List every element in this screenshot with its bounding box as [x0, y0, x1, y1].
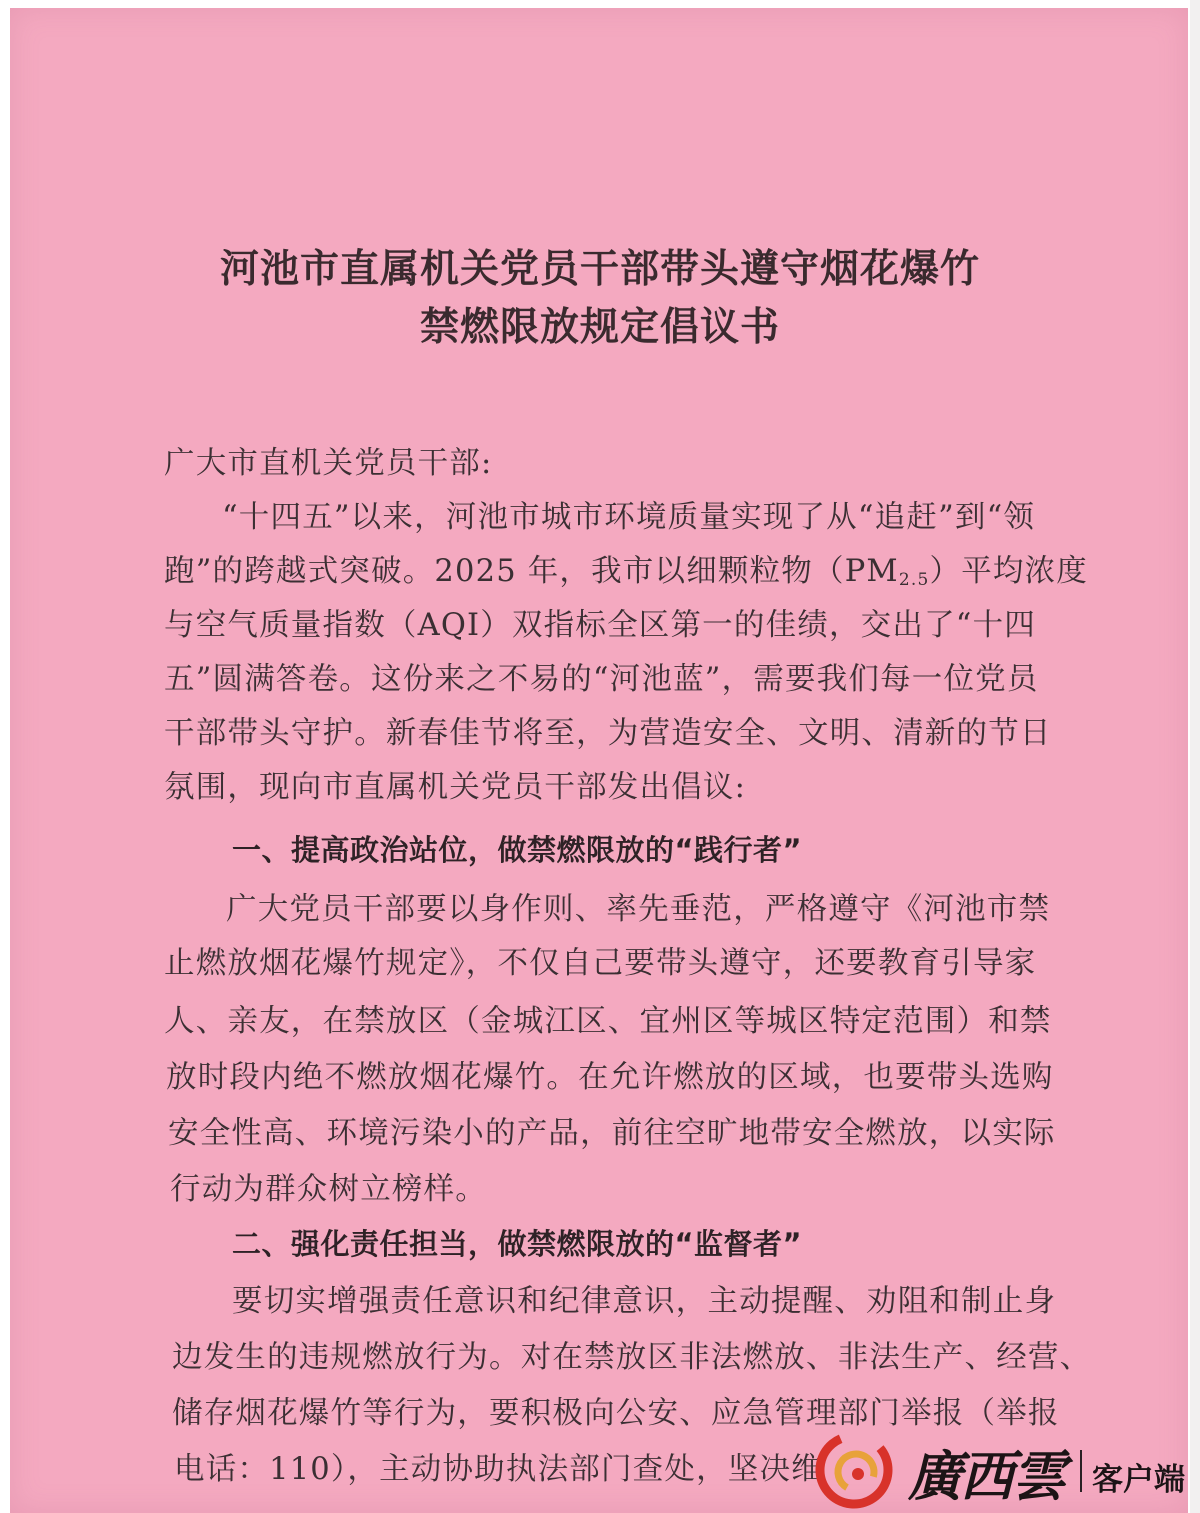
paragraph1-line-text: 跑”的跨越式突破。2025 年，我市以细颗粒物（PM	[164, 554, 899, 589]
paragraph2-line: 止燃放烟花爆竹规定》，不仅自己要带头遵守，还要教育引导家	[164, 946, 1037, 981]
salutation: 广大市直机关党员干部:	[164, 446, 493, 481]
paragraph3-line: 边发生的违规燃放行为。对在禁放区非法燃放、非法生产、经营、	[172, 1340, 1092, 1375]
paragraph2-line: 行动为群众树立榜样。	[170, 1172, 487, 1207]
paragraph1-line: 干部带头守护。新春佳节将至，为营造安全、文明、清新的节日	[164, 716, 1052, 751]
watermark-brand: 廣西雲	[908, 1444, 1064, 1508]
document-title-line-1: 河池市直属机关党员干部带头遵守烟花爆竹	[219, 246, 980, 292]
paragraph2-line: 广大党员干部要以身作则、率先垂范，严格遵守《河池市禁	[226, 892, 1051, 927]
paragraph3-line: 要切实增强责任意识和纪律意识，主动提醒、劝阻和制止身	[232, 1284, 1057, 1319]
paragraph3-line: 储存烟花爆竹等行为，要积极向公安、应急管理部门举报（举报	[172, 1396, 1060, 1431]
watermark-client-label: 客户端	[1092, 1462, 1185, 1498]
paragraph1-line: 氛围，现向市直属机关党员干部发出倡议:	[164, 770, 747, 805]
paragraph3-line: 电话：110），主动协助执法部门查处，坚决维	[174, 1452, 823, 1487]
watermark-divider	[1080, 1450, 1082, 1492]
guangxiyun-watermark	[812, 1420, 1198, 1510]
pm-subscript: 2.5	[898, 570, 930, 590]
paragraph1-line	[164, 546, 1088, 590]
scan-margin	[1190, 0, 1200, 1513]
paragraph2-line: 安全性高、环境污染小的产品，前往空旷地带安全燃放，以实际	[168, 1116, 1056, 1151]
paragraph1-line: 与空气质量指数（AQI）双指标全区第一的佳绩，交出了“十四	[164, 608, 1036, 643]
paragraph1-line: “十四五”以来，河池市城市环境质量实现了从“追赶”到“领	[222, 500, 1036, 535]
paragraph2-line: 人、亲友，在禁放区（金城江区、宜州区等城区特定范围）和禁	[164, 1004, 1052, 1039]
paragraph2-line: 放时段内绝不燃放烟花爆竹。在允许燃放的区域，也要带头选购	[166, 1060, 1054, 1095]
paragraph1-line: 五”圆满答卷。这份来之不易的“河池蓝”，需要我们每一位党员	[164, 662, 1039, 697]
paragraph1-line-suffix: ）平均浓度	[929, 554, 1088, 589]
section-heading-2: 二、强化责任担当，做禁燃限放的“监督者”	[232, 1227, 803, 1261]
section-heading-1: 一、提高政治站位，做禁燃限放的“践行者”	[232, 833, 803, 867]
guangxiyun-logo-icon	[812, 1424, 902, 1510]
document-title-line-2: 禁燃限放规定倡议书	[419, 304, 780, 350]
